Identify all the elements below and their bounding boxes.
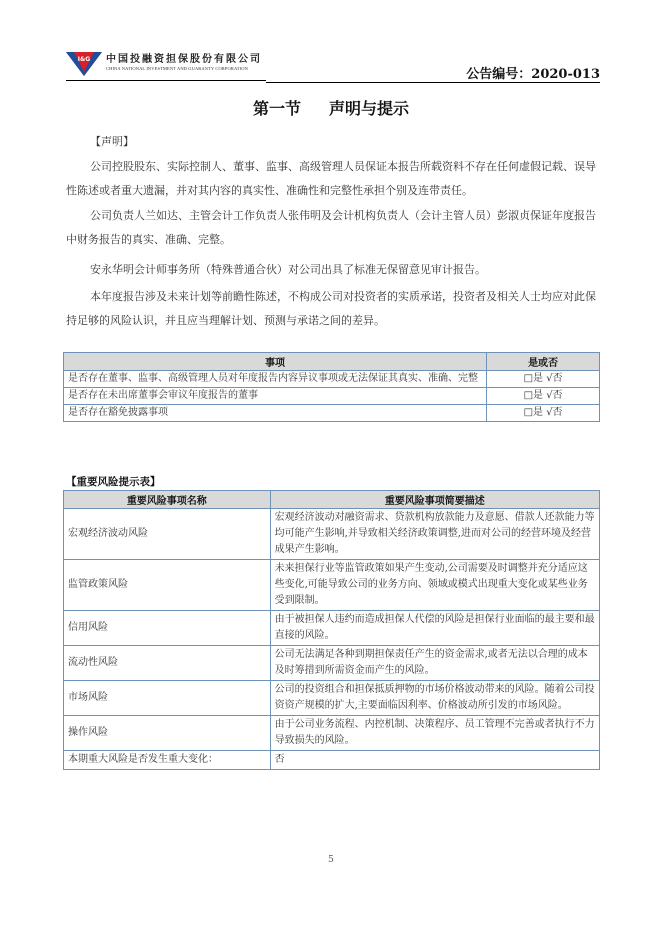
column-header: 重要风险事项名称	[64, 491, 271, 509]
risk-summary-label: 本期重大风险是否发生重大变化：	[64, 751, 271, 770]
risk-table-header	[64, 491, 600, 509]
risk-description: 未来担保行业等监管政策如果产生变动,公司需要及时调整并充分适应这些变化,可能导致公司的业务方向、领域或模式出现重大变化或某些业务受到限制。	[270, 560, 599, 611]
matter-answer: □是 √否	[487, 388, 600, 405]
table-row	[64, 371, 600, 388]
section-heading: 声明与提示	[329, 99, 410, 118]
table-row	[64, 716, 600, 751]
risk-summary-value: 否	[270, 751, 599, 770]
notice-number: 公告编号：2020-013	[466, 67, 600, 82]
header-divider-right	[266, 82, 600, 83]
risk-name: 操作风险	[64, 716, 271, 751]
table-row	[64, 388, 600, 405]
company-name-cn: 中国投融资担保股份有限公司	[106, 54, 262, 65]
table-row	[64, 560, 600, 611]
table-row	[64, 405, 600, 422]
matter-item: 是否存在豁免披露事项	[64, 405, 487, 422]
company-logo-icon	[66, 52, 102, 76]
table-row	[64, 509, 600, 560]
risk-description: 由于公司业务流程、内控机制、决策程序、员工管理不完善或者执行不力导致损失的风险。	[270, 716, 599, 751]
risk-name: 流动性风险	[64, 646, 271, 681]
company-name-en: CHINA NATIONAL INVESTMENT AND GUARANTY CORPORATION	[106, 66, 248, 71]
risk-summary-row	[64, 751, 600, 770]
matters-table	[63, 352, 600, 422]
risk-name: 宏观经济波动风险	[64, 509, 271, 560]
risk-description: 公司无法满足各种到期担保责任产生的资金需求,或者无法以合理的成本及时筹措到所需资金而产生的风险。	[270, 646, 599, 681]
table-row	[64, 681, 600, 716]
declaration-label: 【声明】	[90, 135, 134, 148]
column-header: 是或否	[487, 353, 600, 371]
risk-name: 市场风险	[64, 681, 271, 716]
risk-name: 信用风险	[64, 611, 271, 646]
table-row	[64, 611, 600, 646]
matters-table-header	[64, 353, 600, 371]
risk-table-title: 【重要风险提示表】	[66, 476, 161, 488]
declaration-paragraph: 公司负责人兰如达、主管会计工作负责人张伟明及会计机构负责人（会计主管人员）彭淑贞保证年度报告中财务报告的真实、准确、完整。	[66, 209, 596, 246]
matter-item: 是否存在未出席董事会审议年度报告的董事	[64, 388, 487, 405]
risk-description: 宏观经济波动对融资需求、贷款机构放款能力及意愿、借款人还款能力等均可能产生影响,并导致相关经济政策调整,进而对公司的经营环境及经营成果产生影响。	[270, 509, 599, 560]
matter-answer: □是 √否	[487, 405, 600, 422]
risk-table	[63, 490, 600, 770]
section-number: 第一节	[252, 99, 301, 118]
declaration-paragraph: 公司控股股东、实际控制人、董事、监事、高级管理人员保证本报告所载资料不存在任何虚假记载、误导性陈述或者重大遗漏，并对其内容的真实性、准确性和完整性承担个别及连带责任。	[66, 160, 596, 197]
matter-answer: □是 √否	[487, 371, 600, 388]
table-row	[64, 646, 600, 681]
risk-description: 公司的投资组合和担保抵质押物的市场价格波动带来的风险。随着公司投资资产规模的扩大,主要面临因利率、价格波动所引发的市场风险。	[270, 681, 599, 716]
header-divider-left	[66, 80, 266, 81]
company-name	[106, 50, 262, 71]
declaration-paragraph: 本年度报告涉及未来计划等前瞻性陈述，不构成公司对投资者的实质承诺，投资者及相关人士均应对此保持足够的风险认识，并且应当理解计划、预测与承诺之间的差异。	[66, 290, 596, 327]
section-title	[0, 96, 662, 119]
risk-description: 由于被担保人违约而造成担保人代偿的风险是担保行业面临的最主要和最直接的风险。	[270, 611, 599, 646]
column-header: 重要风险事项简要描述	[270, 491, 599, 509]
logo-text: I&G	[77, 56, 91, 63]
risk-name: 监管政策风险	[64, 560, 271, 611]
declaration-paragraph: 安永华明会计师事务所（特殊普通合伙）对公司出具了标准无保留意见审计报告。	[90, 263, 486, 276]
column-header: 事项	[64, 353, 487, 371]
matter-item: 是否存在董事、监事、高级管理人员对年度报告内容异议事项或无法保证其真实、准确、完整	[64, 371, 487, 388]
page-number: 5	[328, 855, 334, 865]
